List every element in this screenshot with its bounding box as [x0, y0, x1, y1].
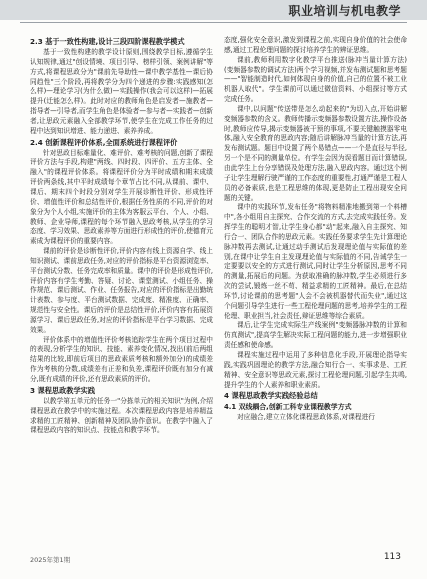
- paragraph: 课程实施过程中运用了多种信息化手段,开展理论指导实践,实践巩固理论的教学方法,融合知行合一、实事求是、工匠精神、安全意识等思政元素,探讨工程伦理问题,引起学生共鸣,提升学生的个人素养和职业素质。: [224, 351, 407, 389]
- paragraph: 对应融合,建立立体化课程思政体系,对课程进行: [237, 413, 375, 422]
- section-heading-2-4: 2.4 创新课程评价体系,全面系统进行课程评价: [30, 137, 178, 147]
- left-column: [30, 36, 213, 436]
- paragraph: 基于一致性构建的教学设计原则,围绕教学目标,遵循学生认知规律,通过"创设情境、项目引导、榜样引领、案例讲解"等方式,将课程思政分为"课前先导助性—课中教学基性—课后协同趋性"三个阶段,再将教学分为四个递进的步骤:实践感知(怎么样)—理论学习(为什么做)—实践操作(我会可以这样)—拓展提升(迁能怎么样)。此时对应的教师角色是启发者—施教者—指导者—引导者,而学生角色是体验者—参与者—实践者—创新者,让思政元素融入全部教学环节,使学生在完成工作任务的过程中达到知识增进、能力递进、素养养成。: [30, 48, 213, 135]
- journal-section-title: 职业培训与机电教学: [288, 4, 401, 18]
- section-heading-3: 3 课程思政教学实践: [30, 385, 96, 395]
- section-heading-2-3: 2.3 基于一致性构建,设计三段四阶课程教学模式: [30, 37, 185, 46]
- right-column: [224, 36, 407, 423]
- paragraph: 针对思政目标难量化、难评价、难考核的问题,创新了课程评价方法与手段,构建"两线、四时段、四评价、五方主体、全融入"的课程评价体系。将课程评价分为平时成绩和期末成绩评价两条线,其中平时成绩每个章节占比不同,从课前、课中、课后、期末四个时段分别对学生开展诊断性评价、形成性评价、增值性评价和总结性评价,根据任务性质的不同,评价的对象分为个人小组,实施评价的主体为客服云平台、个人、小组、教师、企业导师,课程的每个环节融入思政考核,从学生的学习态度、学习效果、思政素养等方面进行形成性的评价,使德育元素成为课程评价的重要内容。: [30, 148, 213, 246]
- paragraph: 课前的评价是诊断性评价,评价内容有线上资源自学、线上知识测试、课前思政任务,对应的评价指标是平台资源浏览率、平台测试分数、任务完成率和质量。课中的评价是形成性评价,评价内容有学生考勤、答疑、讨论、课堂测试、小组任务、操作规范、课后测试、作业、任务报告,对应的评价指标是出勤统计表数、参与度、平台测试数据、完成度、精准度、正确率、规范性与安全性。课后的评价是总结性评价,评价内容有拓展资源学习、课后思政任务,对应的评价指标是平台学习数据、完成效果。: [30, 247, 213, 334]
- paragraph: 态度,强化安全意识,激发到课程之前,实现自身价值的社会使命感,通过工程伦理问题的探讨培养学生的辨证思维。: [224, 36, 407, 54]
- paragraph: 课前,教师利用数字化教学平台推送(脉冲当量计算方法)(变频器参数的调试方法)两个学习视频,并发布测试题和思考题——"智能制造时代,如何体现自身的价值,自己的位置不被工业机器人取代"。学生课前可以通过微信资料、小组探讨等方式完成任务。: [224, 55, 407, 104]
- paragraph: 课中,以问题"传送带是怎么动起来的"为切入点,开始讲解变频器参数的含义。教师传播示变频器参数设置方法,操作设备时,教师应传导,揭示变频器被干预的事项,不要关键触摸器零电体,融入安全教育的思政内容;随后讲解脉冲当量的计算方法,再发布测试题。题目中设置了两个易错点——一个是直径与半径,另一个是不同的测量单位。有学生会因为误看题目而计算错误,由此学生上台分享错误及处理方法,融入思政内容。通过这个例子让学生理解行驶严谨的工作态度的重要性,打通严谨是工程人员的必备素质,也是工程思维的体现,更是防止工程出现安全问题的关键。: [224, 104, 407, 202]
- section-heading-4: 4 课程思政教学实践经验总结: [224, 391, 318, 401]
- subsection-heading-4-1: 4.1 双线耦合,创新工科专业课程教学方式: [224, 403, 352, 412]
- issue-label: 2025年第1期: [30, 556, 71, 564]
- paragraph: 评价体系中的增值性评价考核追踪学生在两个项目过程中的表现,分析学生的知识、技能、素养变化情况,找出(前后两组结果的比较,即前后项目的思政素质考核和额外加分)的成绩差作为考核的分数,成绩差有正差和负差,课程评价既有加分有减分,既有成绩的评价,还有思政素质的评价。: [30, 335, 213, 383]
- paragraph: 以教学第五单元的任务一"分拣单元的相关知识"为例,介绍课程思政在教学中的实施过程。本次课程思政内容是培养精益求精的工匠精神、创新精神及团队协作意识。在教学中融入了课程思政内容的知识点、技能点和教学环节。: [30, 396, 213, 435]
- page-number: 113: [383, 552, 401, 562]
- paragraph: 课中的实践环节,发布任务"将物料精准地搬到第一个料槽中",各小组用自主探究、合作交流的方式,去完成实践任务。发挥学生的聪明才智,让学生身心都"动"起来,融入自主探究、知行合一、团队合作的思政元素。实践任务要求学生先计算理论脉冲数再去测试,让通过动手测试后发现理论值与实际值的差别,在课中让学生自主发现理论值与实际值的不同,告诫学生一定要要以安全的方式进行测试,同时让学生分析原因,思考不同的测量,拓展后的问题。为获取准确的脉冲数,学生必须进行多次的尝试,锻炼一丝不苟、精益求精的工匠精神。最后,在总结环节,讨论课前的思考题"人会不会被机器替代而失业",通过这个问题引导学生进行一些工程伦理问题的思考,培养学生的工程伦理、职业担当,社会责任,辩证思维等综合素质。: [224, 203, 407, 320]
- header-rule: [20, 22, 407, 23]
- paragraph: 课后,让学生完成实际生产线案例"变频器脉冲数的计算和仿真测试",提高学生解决实际工程问题的能力,进一步增强职业责任感和使命感。: [224, 321, 407, 350]
